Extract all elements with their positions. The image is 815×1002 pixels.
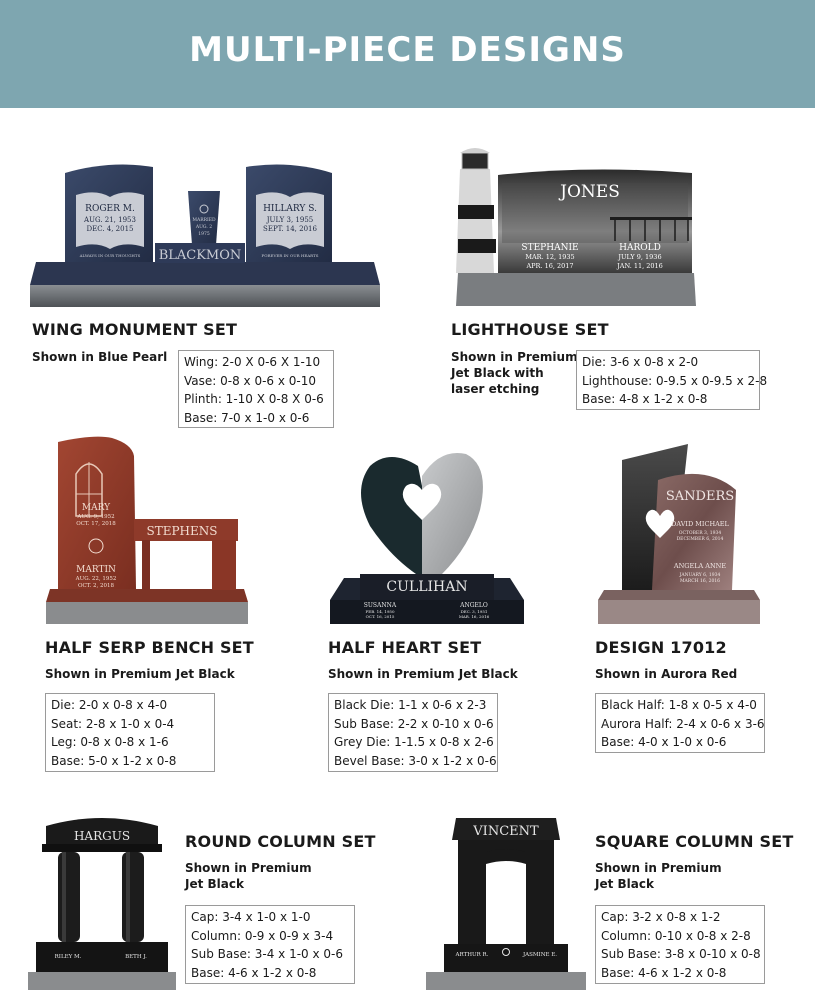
design-17012-spec-line: Aurora Half: 2-4 x 0-6 x 3-6 bbox=[601, 716, 765, 731]
wing-title: WING MONUMENT SET bbox=[32, 320, 238, 339]
design-top-name: DAVID MICHAEL bbox=[671, 520, 729, 528]
round-column-spec-line: Column: 0-9 x 0-9 x 3-4 bbox=[191, 928, 334, 943]
bench-family-name: STEPHENS bbox=[146, 524, 218, 538]
square-column-spec-line: Sub Base: 3-8 x 0-10 x 0-8 bbox=[601, 947, 761, 961]
design-17012-image bbox=[596, 440, 762, 626]
lighthouse-spec-line: Base: 4-8 x 1-2 x 0-8 bbox=[582, 392, 708, 406]
lighthouse-shown-line: laser etching bbox=[451, 382, 540, 396]
bench-spec-line: Base: 5-0 x 1-2 x 0-8 bbox=[51, 753, 177, 768]
wing-left-death: DEC. 4, 2015 bbox=[86, 225, 134, 233]
bench-shown: Shown in Premium Jet Black bbox=[45, 667, 235, 681]
wing-spec-box bbox=[178, 350, 334, 428]
heart-family-name: CULLIHAN bbox=[386, 579, 468, 595]
lighthouse-left-death: APR. 16, 2017 bbox=[526, 262, 574, 270]
square-column-image bbox=[426, 812, 586, 992]
heart-right-name: ANGELO bbox=[460, 602, 488, 609]
lighthouse-right-name: HAROLD bbox=[619, 243, 661, 253]
page-title: MULTI-PIECE DESIGNS bbox=[189, 30, 626, 70]
round-left-name: RILEY M. bbox=[54, 954, 82, 960]
lighthouse-left-name: STEPHANIE bbox=[521, 243, 579, 253]
design-top-birth: OCTOBER 3, 1934 bbox=[678, 531, 722, 536]
wing-right-name: HILLARY S. bbox=[263, 204, 317, 214]
design-top-death: DECEMBER 6, 2014 bbox=[676, 537, 724, 542]
square-column-spec-line: Cap: 3-2 x 0-8 x 1-2 bbox=[601, 910, 721, 924]
lighthouse-spec-box bbox=[576, 350, 768, 410]
lighthouse-spec-line: Die: 3-6 x 0-8 x 2-0 bbox=[582, 355, 699, 369]
wing-spec-line: Wing: 2-0 X 0-6 X 1-10 bbox=[184, 355, 321, 369]
lighthouse-family-name: JONES bbox=[560, 182, 620, 202]
bench-bottom-death: OCT. 2, 2018 bbox=[77, 583, 115, 589]
heart-title: HALF HEART SET bbox=[328, 638, 482, 657]
round-column-shown bbox=[185, 860, 312, 892]
bench-spec-line: Leg: 0-8 x 0-8 x 1-6 bbox=[51, 735, 169, 749]
heart-spec-line: Bevel Base: 3-0 x 1-2 x 0-6 bbox=[334, 753, 497, 768]
design-family-name: SANDERS bbox=[665, 489, 735, 504]
design-bottom-name: ANGELA ANNE bbox=[673, 562, 727, 570]
design-17012-spec-box bbox=[595, 693, 765, 753]
heart-shown: Shown in Premium Jet Black bbox=[328, 667, 518, 681]
round-column-title: ROUND COLUMN SET bbox=[185, 832, 376, 851]
bench-title: HALF SERP BENCH SET bbox=[45, 638, 254, 657]
lighthouse-shown-line: Shown in Premium bbox=[451, 350, 578, 364]
wing-vase-text: MARRIED bbox=[192, 218, 216, 223]
page-header bbox=[0, 0, 815, 108]
square-column-shown-line: Shown in Premium bbox=[595, 861, 722, 875]
wing-family-name: BLACKMON bbox=[158, 248, 242, 263]
round-column-spec-line: Base: 4-6 x 1-2 x 0-8 bbox=[191, 965, 317, 980]
wing-spec-line: Base: 7-0 x 1-0 x 0-6 bbox=[184, 410, 310, 425]
design-17012-spec-line: Black Half: 1-8 x 0-5 x 4-0 bbox=[601, 698, 757, 712]
bench-top-death: OCT. 17, 2018 bbox=[76, 521, 116, 527]
round-column-spec-box bbox=[185, 905, 355, 984]
wing-shown: Shown in Blue Pearl bbox=[32, 350, 168, 364]
heart-spec-line: Black Die: 1-1 x 0-6 x 2-3 bbox=[334, 698, 487, 712]
wing-right-birth: JULY 3, 1955 bbox=[266, 216, 314, 224]
design-17012-shown: Shown in Aurora Red bbox=[595, 667, 738, 681]
square-column-spec-box bbox=[595, 905, 765, 984]
bench-image bbox=[44, 434, 250, 626]
square-left-name: ARTHUR R. bbox=[455, 952, 489, 958]
heart-left-name: SUSANNA bbox=[363, 602, 397, 609]
square-column-spec-line: Base: 4-6 x 1-2 x 0-8 bbox=[601, 965, 727, 980]
heart-spec-line: Grey Die: 1-1.5 x 0-8 x 2-6 bbox=[334, 735, 494, 749]
wing-left-verse: ALWAYS IN OUR THOUGHTS bbox=[79, 253, 141, 258]
lighthouse-image bbox=[450, 143, 700, 308]
square-column-shown bbox=[595, 860, 722, 892]
design-17012-spec-line: Base: 4-0 x 1-0 x 0-6 bbox=[601, 735, 727, 749]
wing-monument-image bbox=[30, 155, 382, 310]
square-column-spec-line: Column: 0-10 x 0-8 x 2-8 bbox=[601, 928, 751, 943]
lighthouse-left-birth: MAR. 12, 1935 bbox=[525, 253, 575, 261]
lighthouse-spec-line: Lighthouse: 0-9.5 x 0-9.5 x 2-8 bbox=[582, 373, 768, 388]
bench-top-name: MARY bbox=[81, 503, 111, 513]
design-bottom-death: MARCH 16, 2016 bbox=[679, 579, 721, 584]
bench-spec-line: Seat: 2-8 x 1-0 x 0-4 bbox=[51, 716, 175, 731]
square-column-title: SQUARE COLUMN SET bbox=[595, 832, 794, 851]
round-column-shown-line: Shown in Premium bbox=[185, 861, 312, 875]
bench-bottom-birth: AUG. 22, 1952 bbox=[75, 576, 117, 582]
wing-vase-year: 1975 bbox=[198, 232, 210, 237]
wing-right-verse: FOREVER IN OUR HEARTS bbox=[261, 253, 319, 258]
heart-image bbox=[330, 446, 524, 626]
round-column-spec-line: Cap: 3-4 x 1-0 x 1-0 bbox=[191, 910, 311, 924]
heart-right-birth: DEC. 3, 1951 bbox=[460, 609, 488, 614]
bench-spec-box bbox=[45, 693, 215, 772]
square-family-name: VINCENT bbox=[473, 824, 539, 839]
round-column-image bbox=[28, 810, 176, 992]
wing-left-birth: AUG. 21, 1953 bbox=[84, 216, 136, 224]
heart-left-death: OCT. 16, 2015 bbox=[365, 614, 395, 619]
wing-left-name: ROGER M. bbox=[85, 204, 135, 214]
bench-spec-line: Die: 2-0 x 0-8 x 4-0 bbox=[51, 698, 168, 712]
square-right-name: JASMINE E. bbox=[522, 952, 558, 958]
lighthouse-right-death: JAN. 11, 2016 bbox=[617, 262, 663, 270]
heart-left-birth: FEB. 14, 1950 bbox=[365, 609, 395, 614]
design-bottom-birth: JANUARY 6, 1934 bbox=[679, 573, 721, 578]
wing-right-death: SEPT. 14, 2016 bbox=[263, 225, 317, 233]
design-17012-title: DESIGN 17012 bbox=[595, 638, 727, 657]
round-column-shown-line: Jet Black bbox=[185, 877, 244, 891]
bench-top-birth: AUG. 9, 1952 bbox=[77, 514, 115, 520]
lighthouse-title: LIGHTHOUSE SET bbox=[451, 320, 609, 339]
heart-spec-box bbox=[328, 693, 498, 772]
wing-spec-line: Vase: 0-8 x 0-6 x 0-10 bbox=[184, 373, 317, 388]
heart-right-death: MAR. 16, 2016 bbox=[458, 614, 490, 619]
round-column-spec-line: Sub Base: 3-4 x 1-0 x 0-6 bbox=[191, 947, 343, 961]
lighthouse-shown bbox=[451, 349, 578, 397]
square-column-shown-line: Jet Black bbox=[595, 877, 654, 891]
heart-spec-line: Sub Base: 2-2 x 0-10 x 0-6 bbox=[334, 716, 494, 731]
lighthouse-right-birth: JULY 9, 1936 bbox=[618, 253, 662, 261]
round-right-name: BETH J. bbox=[125, 954, 147, 960]
wing-vase-date: AUG. 2 bbox=[195, 225, 213, 230]
lighthouse-shown-line: Jet Black with bbox=[451, 366, 544, 380]
round-family-name: HARGUS bbox=[73, 829, 131, 843]
bench-bottom-name: MARTIN bbox=[76, 565, 116, 575]
wing-spec-line: Plinth: 1-10 X 0-8 X 0-6 bbox=[184, 392, 324, 406]
